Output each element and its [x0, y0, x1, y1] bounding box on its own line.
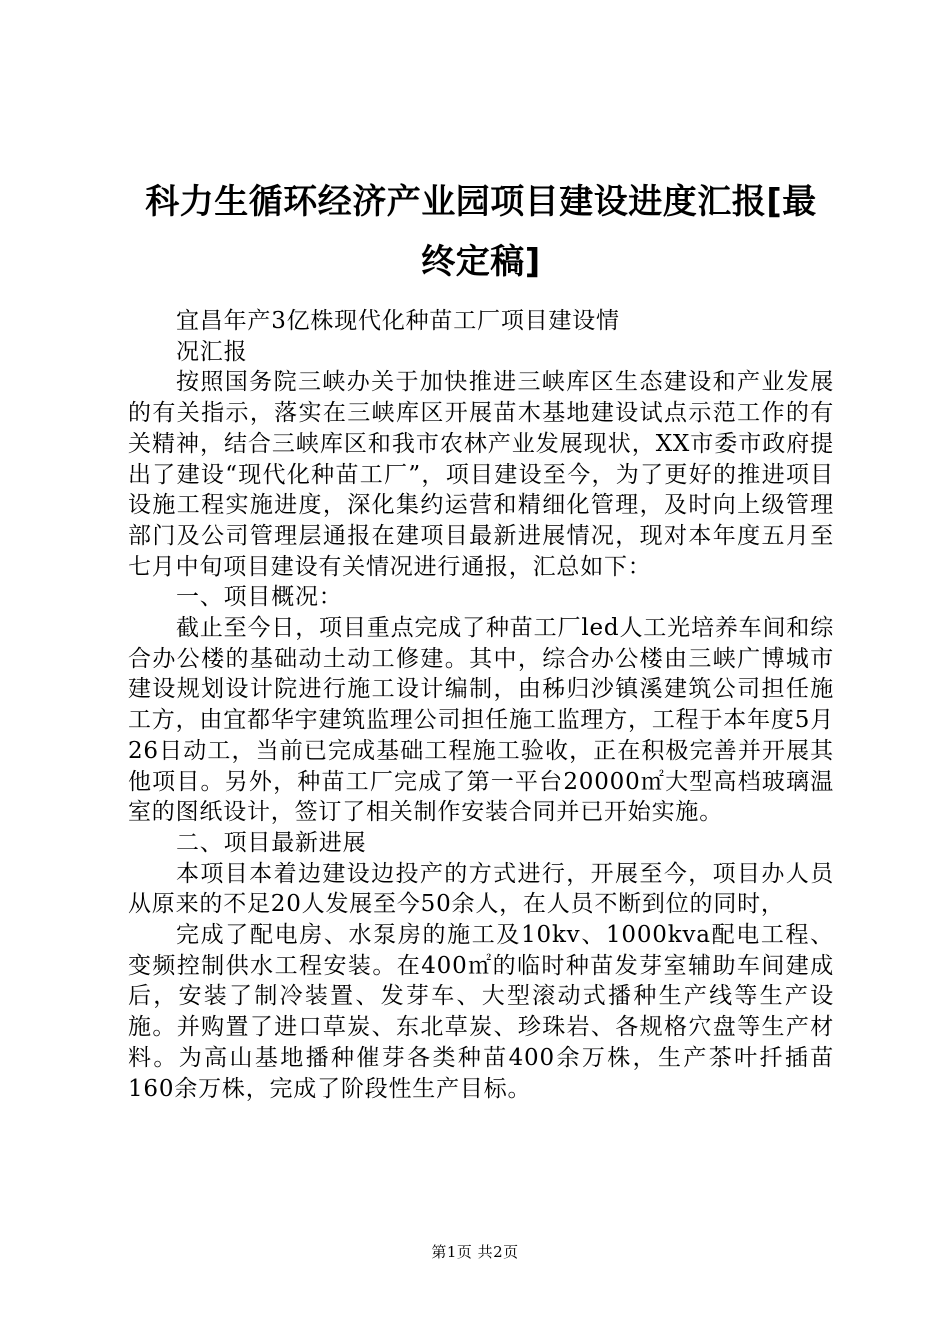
- subtitle-line-2: 况汇报: [176, 338, 248, 365]
- intro-paragraph: 按照国务院三峡办关于加快推进三峡库区生态建设和产业发展的有关指示，落实在三峡库区开展苗木基地建设试点示范工作的有关精神，结合三峡库区和我市农林产业发展现状，XX市委市政府提出了建设“现代化种苗工厂”，项目建设至今，为了更好的推进项目设施工程实施进度，深化集约运营和精细化管理，及时向上级管理部门及公司管理层通报在建项目最新进展情况，现对本年度五月至七月中旬项目建设有关情况进行通报，汇总如下：: [128, 369, 834, 580]
- document-page: [128, 0, 834, 1104]
- page-footer: 第1页 共2页: [431, 1243, 519, 1261]
- section-heading-progress: 二、项目最新进展: [176, 829, 367, 856]
- section-heading-overview: 一、项目概况：: [176, 584, 343, 611]
- subtitle-line-1: 宜昌年产3亿株现代化种苗工厂项目建设情: [176, 308, 620, 334]
- progress-paragraph-1: 本项目本着边建设边投产的方式进行，开展至今，项目办人员从原来的不足20人发展至今50余人，在人员不断到位的同时，: [128, 860, 834, 918]
- progress-paragraph-2: 完成了配电房、水泵房的施工及10kv、1000kva配电工程、变频控制供水工程安装。在400㎡的临时种苗发芽室辅助车间建成后，安装了制冷装置、发芽车、大型滚动式播种生产线等生产设施。并购置了进口草炭、东北草炭、珍珠岩、各规格穴盘等生产材料。为高山基地播种催芽各类种苗400余万株，生产茶叶扦插苗160余万株，完成了阶段性生产目标。: [128, 922, 834, 1102]
- document-body: [128, 306, 834, 1104]
- overview-paragraph: 截止至今日，项目重点完成了种苗工厂led人工光培养车间和综合办公楼的基础动土动工修建。其中，综合办公楼由三峡广博城市建设规划设计院进行施工设计编制，由秭归沙镇溪建筑公司担任施工方，由宜都华宇建筑监理公司担任施工监理方，工程于本年度5月26日动工，当前已完成基础工程施工验收，正在积极完善并开展其他项目。另外，种苗工厂完成了第一平台20000㎡大型高档玻璃温室的图纸设计，签订了相关制作安装合同并已开始实施。: [128, 615, 834, 826]
- document-title: 科力生循环经济产业园项目建设进度汇报[最终定稿]: [145, 182, 817, 282]
